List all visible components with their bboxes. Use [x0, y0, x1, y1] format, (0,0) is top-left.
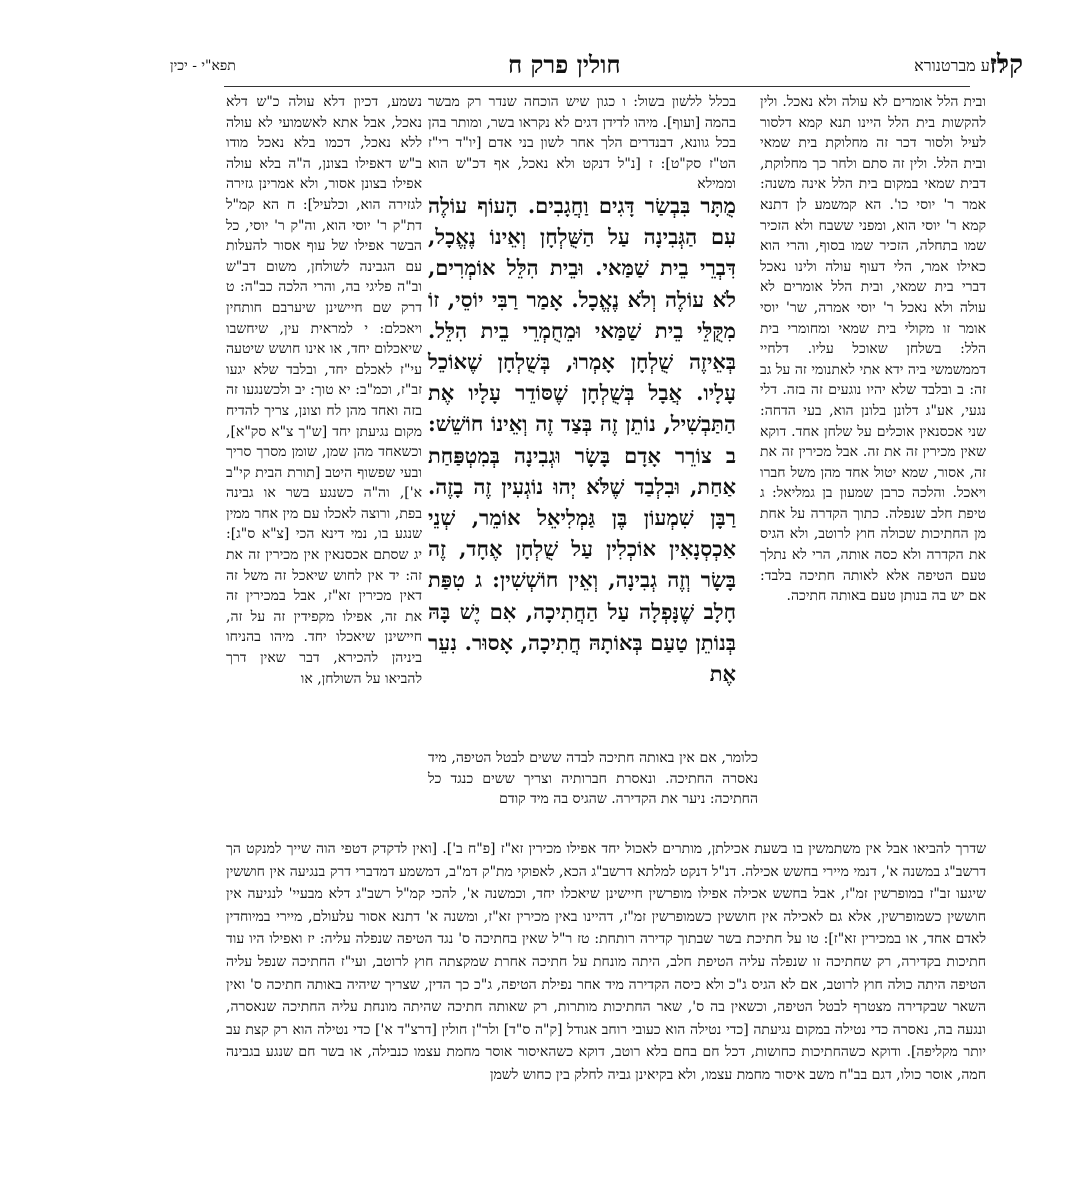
header-rule	[224, 86, 970, 87]
bartenura-heading: ר"ע מברטנורא	[914, 56, 1005, 75]
tif-yisrael-top-commentary: בכלל ללשון בשול: ו כגון שיש הוכחה שנדר רק מבשר בהמה [ועוף]. מיהו לדידן דגים לא נקראו בשר, ומותר בהן בכל גוונא, דבנדרים הלך אחר לשון בני אדם [יו"ד רי"ז הט"ז סק"ט]: ז [נ"ל דנקט ולא נאכל, אף דכ"ש הוא וממילא	[428, 94, 736, 193]
chapter-title: חולין פרק ח	[508, 50, 621, 79]
bartenura-continuation: כלומר, אם אין באותה חתיכה לבדה ששים לבטל הטיפה, מיד נאסרה החתיכה. ונאסרת חברותיה וצריך ששים כנגד כל החתיכה: ניער את הקדירה. שהגיס בה מיד קודם	[428, 750, 758, 808]
page-header	[170, 44, 1023, 84]
page-number: קלז	[989, 50, 1023, 80]
mishnah-text: מֻתָּר בִּבְשַׂר דָּגִים וַחֲגָבִים. הָעוֹף עוֹלֶה עִם הַגְּבִינָה עַל הַשֻּׁלְחָן וְאֵינוֹ נֶאֱכָל, דִּבְרֵי בֵית שַׁמַּאי. וּבֵית הִלֵּל אוֹמְרִים, לֹא עוֹלֶה וְלֹא נֶאֱכָל. אָמַר רַבִּי יוֹסֵי, זוֹ מִקֻּלֵּי בֵית שַׁמַּאי וּמֵחֻמְרֵי בֵית הִלֵּל. בְּאֵיזֶה שֻׁלְחָן אָמְרוּ, בְּשֻׁלְחָן שֶׁאוֹכֵל עָלָיו. אֲבָל בְּשֻׁלְחָן שֶׁסּוֹדֵר עָלָיו אֶת הַתַּבְשִׁיל, נוֹתֵן זֶה בְּצַד זֶה וְאֵינוֹ חוֹשֵׁשׁ: ב צוֹרֵר אָדָם בָּשָׂר וּגְבִינָה בְּמִטְפַּחַת אַחַת, וּבִלְבַד שֶׁלֹּא יְהוּ נוֹגְעִין זֶה בָזֶה. רַבָּן שִׁמְעוֹן בֶּן גַּמְלִיאֵל אוֹמֵר, שְׁנֵי אַכְסְנָאִין אוֹכְלִין עַל שֻׁלְחָן אֶחָד, זֶה בָּשָׂר וְזֶה גְבִינָה, וְאֵין חוֹשְׁשִׁין: ג טִפַּת חָלָב שֶׁנָּפְלָה עַל הַחֲתִיכָה, אִם יֶשׁ בָּהּ בְּנוֹתֵן טַעַם בְּאוֹתָהּ חֲתִיכָה, אָסוּר. נִעֵר אֶת	[428, 193, 736, 687]
tif-yisrael-heading: תפא"י - יכין	[170, 58, 236, 74]
bartenura-commentary: ובית הלל אומרים לא עולה ולא נאכל. ולין להקשות בית הלל היינו תנא קמא דלסור לעיל ולסור דכר זה מחלוקת בית שמאי ובית הלל. ולין זה סתם ולחר כך מחלוקת, דבית שמאי במקום בית הלל אינה משנה: אמר ר' יוסי כו'. הא קמשמע לן דתנא קמא ר' יוסי הוא, ומפני ששבח ולא הזכיר שמו בתחלה, הזכיר שמו בסוף, והרי הוא כאילו אמר, הלי דעוף עולה ולינו נאכל דברי בית שמאי, ובית הלל אומרים לא עולה ולא נאכל ר' יוסי אמרה, שר' יוסי אומר זו מקולי בית שמאי ומחומרי בית הלל: בשלחן שאוכל עליו. דלחיי דממשמשי ביה ידא אתי לאתנומי זה על גב זה: ב ובלבד שלא יהיו נוגעים זה בזה. דלי נגעי, אע"ג דלונן בלונן הוא, בעי הדחה: שני אכסנאין אוכלים על שלחן אחד. דוקא שאין מכירין זה את זה. אבל מכירין זה את זה, אסור, שמא יטול אחד מהן משל חברו ויאכל. והלכה כרבן שמעון בן גמליאל: ג טיפת חלב שנפלה. כתוך הקדרה על אחת מן החתיכות שכולה חוץ לרוטב, ולא הגיס את הקדרה ולא כסה אותה, הרי לא נתלך טעם הטיפה אלא לאותה חתיכה בלבד: אם יש בה בנותן טעם באותה חתיכה.	[760, 94, 986, 605]
bottom-commentary: שדרך להביאו אבל אין משתמשין בו בשעת אכילתן, מותרים לאכול יחד אפילו מכירין זא"ז [פ"ח ב']. [ואין לדקדק דטפי הוה שייך למנקט הך דרשב"ג במשנה א', דנמי מיירי בחשש אכילה. דנ"ל דנקט למלתא דרשב"ג הכא, לאפוקי מת"ק דמ"ב, דמשמע דמדברי דרק בנגיעה אין חוששין שיגעו זב"ז במופרשין זמ"ז, אבל בחשש אכילה אפילו מופרשין חיישינן שיאכלו יחד, וכמשנה א', להכי קמ"ל רשב"ג דלא מבעיי' לנגיעה אין חוששין כשמופרשין, אלא גם לאכילה אין חוששין כשמופרשין זמ"ז, דהיינו באין מכירין זא"ז, ומשנה א' דתנא אסור עלעולם, מיירי במיוחדין לאדם אחד, או במכירין זא"ז]: טו על חתיכת בשר שבתוך קדירה רותחת: טז ר"ל שאין בחתיכה ס' נגד הטיפה שנפלה עליה: יז ואפילו היו עוד חתיכות בקדירה, רק שחתיכה זו שנפלה עליה הטיפת חלב, היתה מונחת על חתיכה אחרת שמקצתה חוץ לרוטב, ועי"ז החתיכה שנפל עליה הטיפה היתה כולה חוץ לרוטב, אם לא הגיס ג"כ ולא כיסה הקדירה מיד אחר נפילת הטיפה, ג"כ כך הדין, שצריך שיהיה באותה חתיכה ס' ואין השאר שבקדירה מצטרף לבטל הטיפה, וכשאין בה ס', שאר החתיכות מותרות, רק שאותה חתיכה שהיתה מונחת עליה החתיכה שנאסרה, ונגעה בה, נאסרה כדי נטילה במקום נגיעתה [כדי נטילה הוא כעובי רוחב אגודל [ק"ה ס"ד] ולר"ן חולין [דרצ"ד א'] כדי נטילה הוא רק קצת עב יותר מקליפה]. ודוקא כשהחתיכות כחושות, דכל חם בחם בלא רוטב, דוקא כשהאיסור אוסר מחמת עצמו כנבילה, או בשר חם שנגע בגבינה חמה, אוסר כולו, דגם בב"ח משב איסור מחמת עצמו, ולא בקיאינן גביה לחלק בין כחוש לשמן	[226, 841, 987, 1083]
tif-yisrael-commentary: נשמע, דכיון דלא עולה כ"ש דלא נאכל, אבל אתא לאשמועי לא עולה ללא נאכל, דכמו בלא נאכל מודו ב"ש דאפילו בצונן, ה"ה בלא עולה אפילו בצונן אסור, ולא אמרינן גזירה לגזירה הוא, וכלעיל]: ח הא קמ"ל דת"ק ר' יוסי הוא, וה"ק ר' יוסי, כל הבשר אפילו של עוף אסור להעלות עם הגבינה לשולחן, משום דב"ש וב"ה פליגי בה, והרי הלכה כב"ה: ט דרק שם חיישינן שיערבם חותחין ויאכלם: י למראית עין, שיחשבו שיאכלום יחד, או אינו חושש שיטעה עי"ז לאכלם יחד, ובלבד שלא יגעו זב"ז, וכמ"ב: יא טוך: יב ולכשנגעו זה בזה ואחד מהן לח וצונן, צריך להדיח מקום נגיעתן יחד [ש"ך צ"א סק"א], וכשאחד מהן שמן, שומן מסרך סריך ובעי שפשוף היטב [תורת הבית קי"ב א'], וה"ה כשנגע בשר או גבינה בפת, ורוצה לאכלו עם מין אחר ממין שנגע בו, נמי דינא הכי [צ"א ס"ג]: יג שסתם אכסנאין אין מכירין זה את זה: יד אין לחוש שיאכל זה משל זה דאין מכירין זא"ז, אבל במכירין זה את זה, אפילו מקפידין זה על זה, חיישינן שיאכלו יחד. מיהו בהניחו ביניהן להכירא, דבר שאין דרך להביאו על השולחן, או	[226, 94, 422, 687]
